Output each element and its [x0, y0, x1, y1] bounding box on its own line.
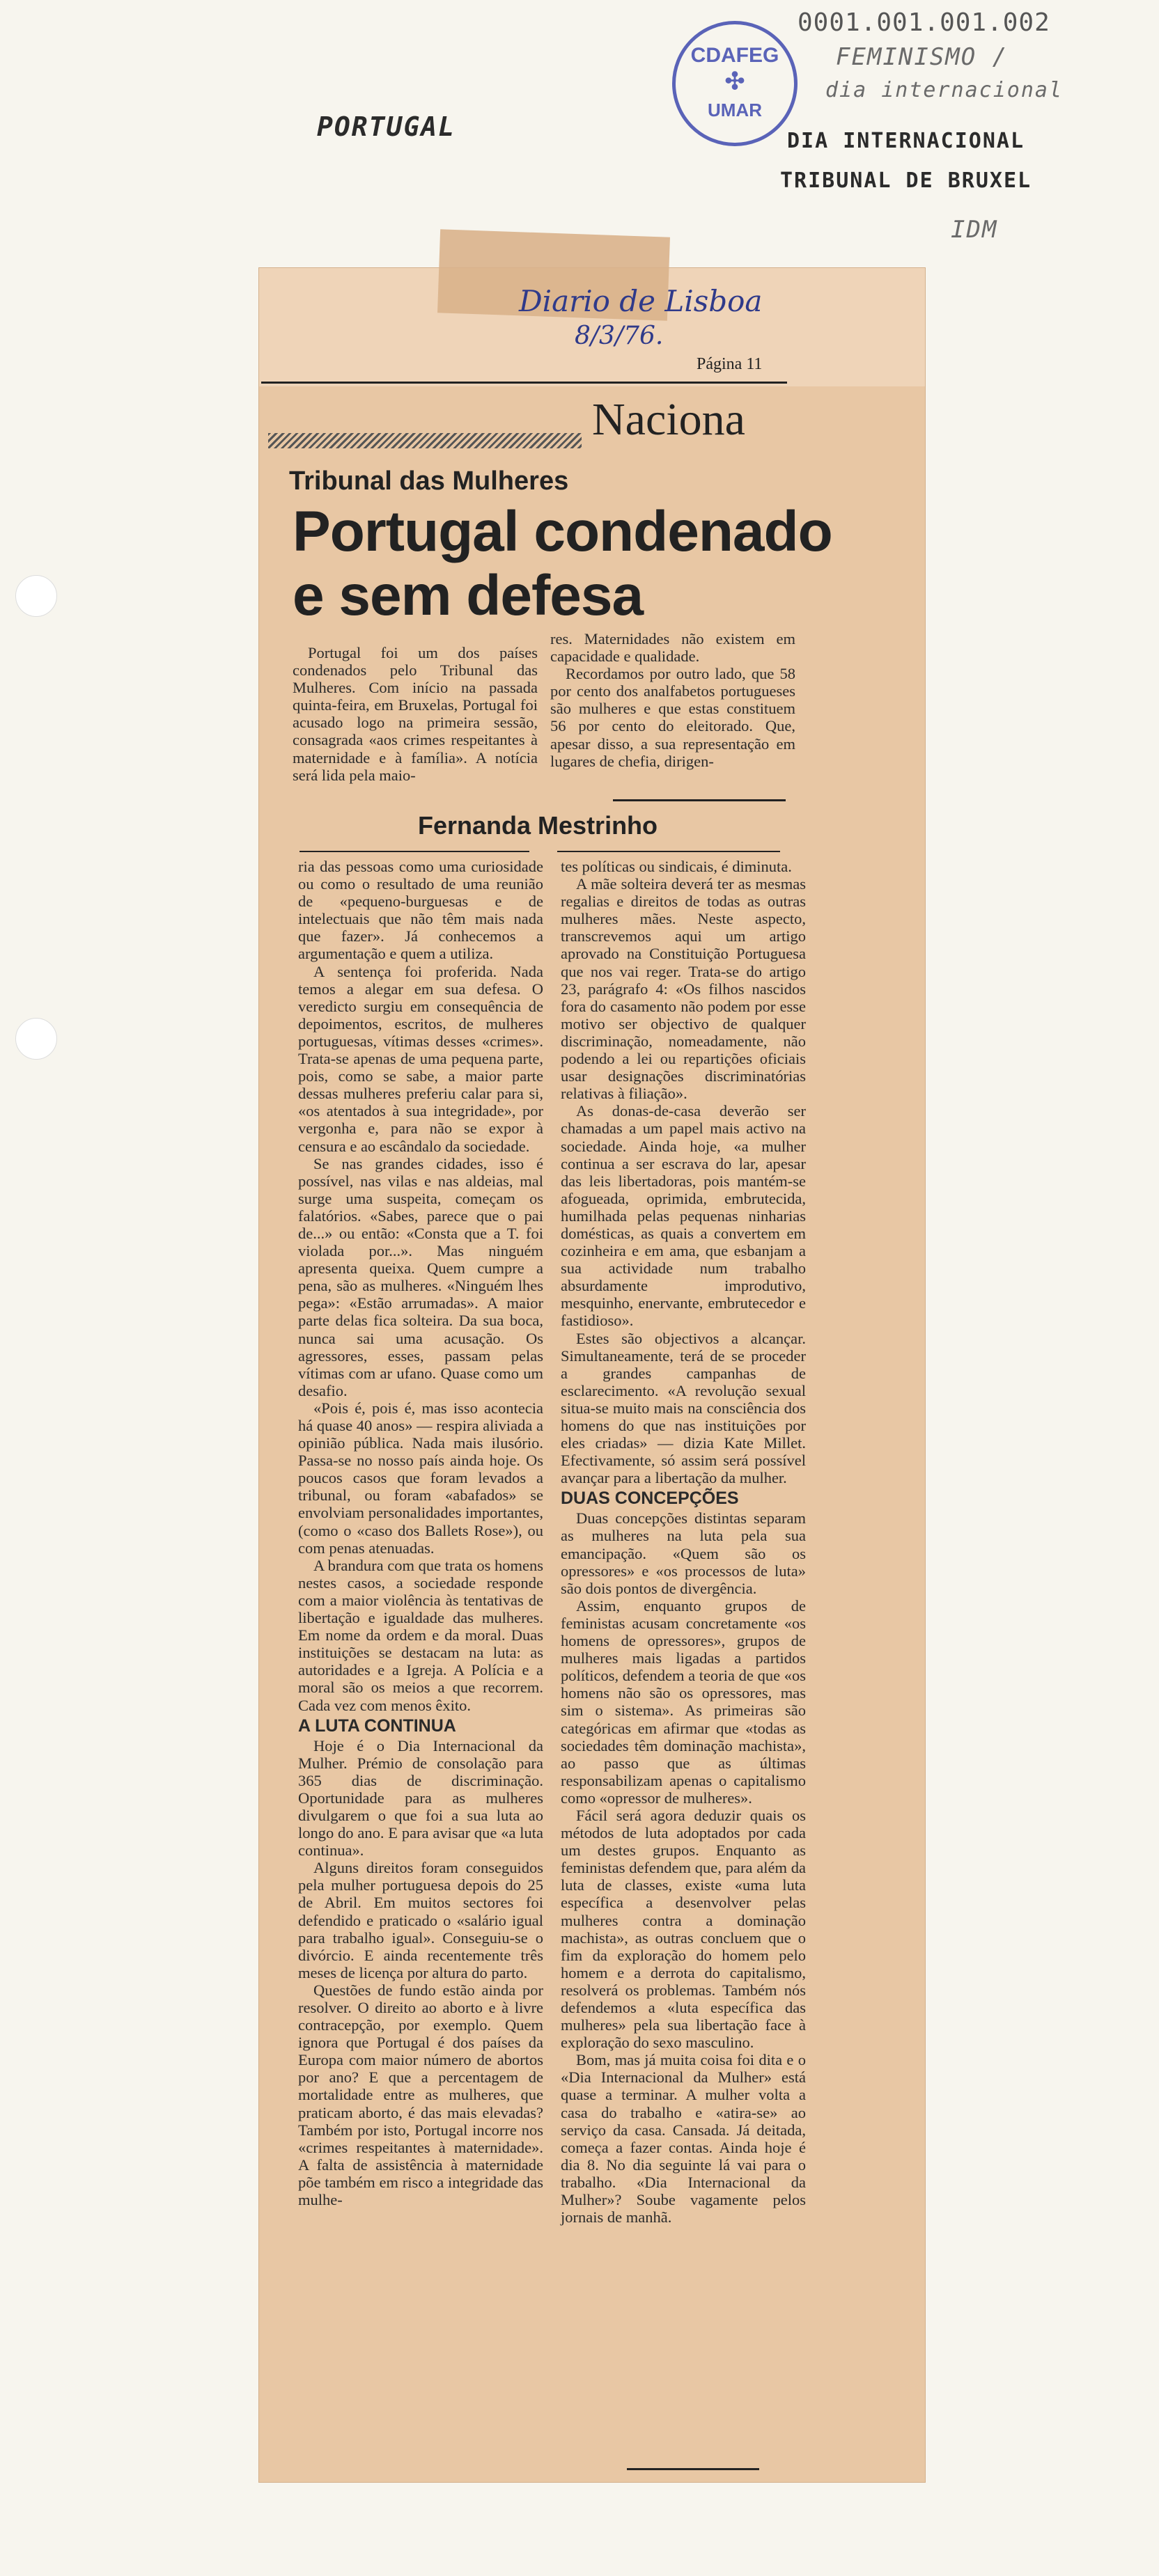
note-topic-2: dia internacional — [825, 78, 1064, 102]
subheading: DUAS CONCEPÇÕES — [561, 1489, 739, 1509]
body-column-left — [298, 858, 543, 2208]
note-event-2: TRIBUNAL DE BRUXEL — [780, 168, 1032, 193]
note-tag: IDM — [951, 216, 998, 244]
body-paragraph: Bom, mas já muita coisa foi dita e o «Dia Internacional da Mulher» está quase a terminar. A mulher volta a casa do trabalho e «atira-se» ao serviço da casa. Cansada. Já deitada, começa a fazer contas. Ainda hoje é dia 8. No dia seguinte lá vai para o trabalho. «Dia Internacional da Mulher»? Soube vagamente pelos jornais de manhã. — [561, 2051, 806, 2226]
body-paragraph: ria das pessoas como uma curiosidade ou como o resultado de uma reunião de «pequeno-burguesas e de intelectuais que não têm mais nada que fazer». Já conhecemos a argumentação e quem a utiliza. — [298, 858, 543, 963]
lead-rule — [613, 799, 786, 801]
archive-code: 0001.001.001.002 — [798, 8, 1050, 37]
lead-column-left — [293, 644, 538, 784]
stamp-emblem-icon: ✣ — [724, 68, 745, 95]
note-country: PORTUGAL — [317, 111, 456, 142]
lead-paragraph: Portugal foi um dos países condenados pelo Tribunal das Mulheres. Com início na passada quinta-feira, em Bruxelas, Portugal foi acusado logo na primeira sessão, consagrada «aos crimes respeitantes à maternidade e à família». A notícia será lida pela maio- — [293, 644, 538, 784]
lead-paragraph: Recordamos por outro lado, que 58 por cento dos analfabetos portugueses são mulheres e que estas constituem 56 por cento do eleitorado. Que, apesar disso, a sua representação em lugares de chefia, dirigen- — [550, 665, 795, 770]
archive-stamp — [672, 21, 798, 146]
body-column-right — [561, 858, 806, 2226]
body-paragraph: Assim, enquanto grupos de feministas acusam concretamente «os homens de opressores», grupos de mulheres mais ligadas a partidos políticos, defendem a teoria de que «os homens não são os opressores, mas sim o sistema». As primeiras são categóricas em afirmar que «todas as sociedades têm dominação machista», ao passo que as últimas responsabilizam apenas o capitalismo como «opressor de mulheres». — [561, 1596, 806, 1807]
body-paragraph: Se nas grandes cidades, isso é possível, nas vilas e nas aldeias, mal surge uma suspeita, começam os falatórios. «Sabes, parece que o pai de...» ou então: «Consta que a T. foi violada por...». Mas ninguém apresenta queixa. Quem cumpre a pena, são as mulheres. «Ninguém lhes pega»: «Estão arrumadas». A maior parte delas fica solteira. Da sua boca, nunca sai uma acusação. Os agressores, esses, passam pelas vítimas com ar ufano. Quase como um desafio. — [298, 1154, 543, 1399]
end-rule — [627, 2468, 759, 2470]
article-headline — [293, 500, 832, 628]
headline-line: e sem defesa — [293, 564, 644, 627]
body-paragraph: «Pois é, pois é, mas isso acontecia há quase 40 anos» — respira aliviada a opinião pública. Nada mais ilusório. Passa-se no nosso país ainda hoje. Os poucos casos que foram levados a tribunal, ou foram «abafados» se envolviam personalidades importantes, (como o «caso dos Ballets Rose»), ou com penas atenuadas. — [298, 1399, 543, 1557]
clipping-source: Diario de Lisboa — [519, 284, 763, 318]
section-hatch — [268, 433, 582, 448]
body-paragraph: A sentença foi proferida. Nada temos a alegar em sua defesa. O veredicto surgiu em consequência de depoimentos, escritos, de mulheres portuguesas, vítimas desses «crimes». Trata-se apenas de uma pequena parte, pois, como se sabe, a maior parte dessas mulheres preferiu calar para si, «os atentados à sua integridade», por vergonha e, para não se expor à censura e ao escândalo da sociedade. — [298, 962, 543, 1155]
stamp-top-text: CDAFEG — [690, 44, 779, 67]
subheading: A LUTA CONTINUA — [298, 1715, 456, 1736]
lead-paragraph: res. Maternidades não existem em capacidade e qualidade. — [550, 630, 795, 666]
section-title: Naciona — [592, 394, 745, 445]
note-event-1: DIA INTERNACIONAL — [787, 129, 1025, 153]
note-topic-1: FEMINISMO / — [836, 43, 1009, 71]
byline-rule-left — [300, 851, 529, 852]
body-paragraph: Questões de fundo estão ainda por resolver. O direito ao aborto e à livre contracepção, por exemplo. Quem ignora que Portugal é dos países da Europa com maior número de abortos por ano? E que a percentagem de mortalidade entre as mulheres, que praticam aborto, é das mais elevadas? Também por isto, Portugal incorre nos «crimes respeitantes à maternidade». A falta de assistência à maternidade põe também em risco a integridade das mulhe- — [298, 1981, 543, 2209]
byline: Fernanda Mestrinho — [418, 811, 658, 840]
body-paragraph: Duas concepções distintas separam as mulheres na luta pela sua emancipação. «Quem são os opressores» e «os processos de luta» são dois pontos de divergência. — [561, 1509, 806, 1597]
body-paragraph: Alguns direitos foram conseguidos pela mulher portuguesa depois do 25 de Abril. Em muitos sectores foi defendido e praticado o «salário igual para trabalho igual». Conseguiu-se o divórcio. E ainda recentemente três meses de licença por altura do parto. — [298, 1859, 543, 1981]
body-paragraph: tes políticas ou sindicais, é diminuta. — [561, 858, 792, 875]
body-paragraph: A mãe solteira deverá ter as mesmas regalias e direitos de todas as outras mulheres mães. Neste aspecto, transcrevemos aqui um artigo aprovado na Constituição Portuguesa que nos vai reger. Trata-se do artigo 23, parágrafo 4: «Os filhos nascidos fora do casamento não podem por esse motivo ser objectivo de qualquer discriminação, nomeadamente, não podendo a lei ou repartições oficiais usar designações discriminatórias relativas à filiação». — [561, 875, 806, 1103]
byline-rule-right — [557, 851, 780, 852]
punch-hole — [15, 1018, 57, 1060]
body-paragraph: A brandura com que trata os homens nestes casos, a sociedade responde com a maior violência às tentativas de libertação e igualdade das mulheres. Em nome da ordem e da moral. Duas instituições se destacam na luta: as autoridades e a Igreja. A Polícia e a moral são os meios a que recorrem. Cada vez com menos êxito. — [298, 1556, 543, 1714]
clipping-date: 8/3/76. — [575, 322, 664, 350]
article-kicker: Tribunal das Mulheres — [289, 466, 569, 496]
headline-line: Portugal condenado — [293, 500, 832, 563]
body-paragraph: Hoje é o Dia Internacional da Mulher. Prémio de consolação para 365 dias de discriminação. Oportunidade para as mulheres divulgarem o que foi a sua luta ao longo do ano. E para avisar que «a luta continua». — [298, 1736, 543, 1860]
body-paragraph: Estes são objectivos a alcançar. Simultaneamente, terá de se proceder a grandes campanhas de esclarecimento. «A revolução sexual situa-se muito mais na consciência dos homens do que nas instituições por eles criadas» — dizia Kate Millet. Efectivamente, só assim será possível avançar para a libertação da mulher. — [561, 1329, 806, 1487]
lead-column-right — [550, 630, 795, 770]
page-number: Página 11 — [697, 355, 763, 373]
punch-hole — [15, 575, 57, 617]
stamp-bottom-text: UMAR — [708, 100, 762, 120]
body-paragraph: Fácil será agora deduzir quais os métodos de luta adoptados por cada um destes grupos. Enquanto as feministas defendem que, para além da luta de classes, existe «uma luta específica a desenvolver pelas mulheres contra a dominação machista», as outras concluem que o fim da exploração do homem pelo homem e a derrota do capitalismo, resolverá os problemas. Também nós defendemos a «luta específica das mulheres» pela sua libertação face à exploração do sexo masculino. — [561, 1806, 806, 2052]
header-rule — [261, 382, 787, 384]
body-paragraph: As donas-de-casa deverão ser chamadas a um papel mais activo na sociedade. Ainda hoje, «a mulher continua a ser escrava do lar, apesar das leis libertadoras, pois mantém-se afogueada, oprimida, embrutecida, humilhada pelas pequenas ninharias domésticas, as quais a convertem em cozinheira e em ama, que esbanjam a sua actividade num trabalho absurdamente improdutivo, mesquinho, enervante, embrutecedor e fastidioso». — [561, 1102, 806, 1330]
